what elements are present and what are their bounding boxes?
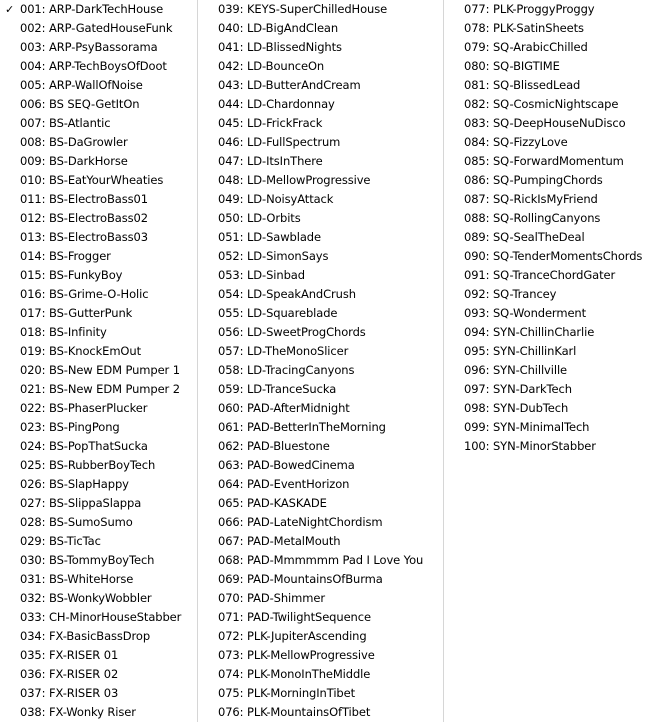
preset-menu-item[interactable]: [198, 342, 443, 361]
preset-menu-item[interactable]: [0, 532, 197, 551]
preset-column-3: [444, 0, 657, 722]
preset-menu-item-label: 016: BS-Grime-O-Holic: [20, 287, 149, 301]
preset-menu-item[interactable]: [444, 95, 657, 114]
preset-menu-item-label: 097: SYN-DarkTech: [464, 382, 572, 396]
preset-menu-item[interactable]: [0, 228, 197, 247]
preset-menu-item-label: 012: BS-ElectroBass02: [20, 211, 148, 225]
preset-menu-item[interactable]: [0, 608, 197, 627]
preset-menu-item[interactable]: [198, 361, 443, 380]
preset-menu-item-label: 091: SQ-TranceChordGater: [464, 268, 616, 282]
preset-menu-item[interactable]: [444, 76, 657, 95]
preset-menu-item-label: 009: BS-DarkHorse: [20, 154, 128, 168]
preset-menu-item-label: 073: PLK-MellowProgressive: [218, 648, 375, 662]
preset-menu-item-label: 030: BS-TommyBoyTech: [20, 553, 155, 567]
preset-menu-item-label: 095: SYN-ChillinKarl: [464, 344, 577, 358]
preset-menu-item[interactable]: [198, 570, 443, 589]
preset-menu-item-label: 056: LD-SweetProgChords: [218, 325, 366, 339]
preset-menu-item-label: 092: SQ-Trancey: [464, 287, 557, 301]
preset-menu-item-label: 099: SYN-MinimalTech: [464, 420, 590, 434]
preset-menu-item-label: 060: PAD-AfterMidnight: [218, 401, 350, 415]
preset-menu-item-label: 067: PAD-MetalMouth: [218, 534, 341, 548]
preset-menu-item[interactable]: [0, 19, 197, 38]
preset-menu-item-label: 076: PLK-MountainsOfTibet: [218, 705, 371, 719]
preset-menu-item-label: 045: LD-FrickFrack: [218, 116, 323, 130]
preset-menu-item[interactable]: [0, 684, 197, 703]
preset-menu-item[interactable]: [198, 171, 443, 190]
preset-menu-item[interactable]: [198, 380, 443, 399]
preset-menu-item[interactable]: [198, 665, 443, 684]
preset-menu-item[interactable]: [0, 494, 197, 513]
preset-menu-item[interactable]: [0, 0, 197, 19]
preset-menu-item-label: 039: KEYS-SuperChilledHouse: [218, 2, 388, 16]
preset-menu-item-label: 032: BS-WonkyWobbler: [20, 591, 152, 605]
preset-menu-item[interactable]: [0, 285, 197, 304]
preset-menu-item-label: 051: LD-Sawblade: [218, 230, 321, 244]
preset-menu-item[interactable]: [198, 703, 443, 722]
preset-menu-item[interactable]: [444, 133, 657, 152]
preset-menu-item-label: 085: SQ-ForwardMomentum: [464, 154, 624, 168]
preset-menu-item[interactable]: [444, 152, 657, 171]
preset-menu-item[interactable]: [198, 152, 443, 171]
preset-menu-item-label: 020: BS-New EDM Pumper 1: [20, 363, 180, 377]
preset-menu-item[interactable]: [0, 703, 197, 722]
preset-menu-item[interactable]: [444, 323, 657, 342]
preset-menu-item[interactable]: [0, 342, 197, 361]
preset-menu-item-label: 028: BS-SumoSumo: [20, 515, 133, 529]
preset-menu-item-label: 088: SQ-RollingCanyons: [464, 211, 601, 225]
preset-menu-item-label: 044: LD-Chardonnay: [218, 97, 335, 111]
preset-menu-item[interactable]: [198, 247, 443, 266]
preset-menu-item[interactable]: [444, 361, 657, 380]
preset-menu-item[interactable]: [198, 608, 443, 627]
preset-menu-item-label: 011: BS-ElectroBass01: [20, 192, 148, 206]
preset-menu-item[interactable]: [198, 0, 443, 19]
preset-menu-item[interactable]: [0, 399, 197, 418]
preset-menu-item[interactable]: [0, 209, 197, 228]
preset-menu-item-label: 002: ARP-GatedHouseFunk: [20, 21, 173, 35]
preset-menu-item[interactable]: [0, 57, 197, 76]
preset-menu-item[interactable]: [0, 361, 197, 380]
preset-menu-item[interactable]: [0, 266, 197, 285]
preset-menu-item-label: 057: LD-TheMonoSlicer: [218, 344, 349, 358]
preset-menu-item-label: 077: PLK-ProggyProggy: [464, 2, 595, 16]
preset-menu-item-label: 040: LD-BigAndClean: [218, 21, 339, 35]
preset-menu-item-label: 034: FX-BasicBassDrop: [20, 629, 151, 643]
preset-menu-item[interactable]: [444, 380, 657, 399]
preset-menu-item-label: 043: LD-ButterAndCream: [218, 78, 361, 92]
preset-menu-item[interactable]: [444, 57, 657, 76]
preset-menu-item[interactable]: [0, 570, 197, 589]
preset-menu-item[interactable]: [198, 228, 443, 247]
preset-menu-item-label: 053: LD-Sinbad: [218, 268, 305, 282]
preset-menu-item-label: 022: BS-PhaserPlucker: [20, 401, 148, 415]
preset-menu-item[interactable]: [0, 646, 197, 665]
preset-menu-item-label: 036: FX-RISER 02: [20, 667, 119, 681]
preset-column-1: [0, 0, 198, 722]
preset-menu-item[interactable]: [198, 304, 443, 323]
preset-menu-item-label: 059: LD-TranceSucka: [218, 382, 337, 396]
preset-menu-item[interactable]: [444, 38, 657, 57]
preset-menu-item-label: 008: BS-DaGrowler: [20, 135, 128, 149]
preset-menu-item[interactable]: [0, 475, 197, 494]
preset-menu-item-label: 066: PAD-LateNightChordism: [218, 515, 383, 529]
preset-menu-item[interactable]: [198, 399, 443, 418]
preset-menu-item-label: 014: BS-Frogger: [20, 249, 111, 263]
preset-menu-item-label: 026: BS-SlapHappy: [20, 477, 129, 491]
preset-menu-item[interactable]: [198, 494, 443, 513]
preset-menu-item[interactable]: [444, 190, 657, 209]
preset-menu-item-label: 069: PAD-MountainsOfBurma: [218, 572, 383, 586]
preset-menu-item[interactable]: [198, 266, 443, 285]
preset-menu-item-label: 094: SYN-ChillinCharlie: [464, 325, 595, 339]
preset-menu-item[interactable]: [198, 323, 443, 342]
preset-menu-item[interactable]: [0, 380, 197, 399]
preset-menu-item-label: 063: PAD-BowedCinema: [218, 458, 355, 472]
preset-menu-item-label: 081: SQ-BlissedLead: [464, 78, 581, 92]
preset-menu-item[interactable]: [0, 76, 197, 95]
preset-menu-item[interactable]: [0, 95, 197, 114]
preset-menu-item[interactable]: [198, 95, 443, 114]
preset-menu-item-label: 046: LD-FullSpectrum: [218, 135, 341, 149]
preset-menu-item[interactable]: [198, 209, 443, 228]
preset-menu-item-label: 061: PAD-BetterInTheMorning: [218, 420, 386, 434]
preset-menu-item[interactable]: [444, 171, 657, 190]
preset-menu-item-label: 068: PAD-Mmmmmm Pad I Love You: [218, 553, 424, 567]
preset-menu-item-label: 024: BS-PopThatSucka: [20, 439, 148, 453]
preset-menu-item[interactable]: [444, 247, 657, 266]
preset-menu-item[interactable]: [198, 19, 443, 38]
checkmark-icon: ✓: [5, 3, 15, 16]
preset-menu-item[interactable]: [444, 209, 657, 228]
preset-menu-item[interactable]: [198, 684, 443, 703]
preset-menu-item-label: 083: SQ-DeepHouseNuDisco: [464, 116, 626, 130]
preset-menu-item-label: 041: LD-BlissedNights: [218, 40, 342, 54]
preset-menu-item-label: 038: FX-Wonky Riser: [20, 705, 136, 719]
preset-menu-item-label: 031: BS-WhiteHorse: [20, 572, 134, 586]
preset-menu-item[interactable]: [0, 437, 197, 456]
preset-menu-item-label: 089: SQ-SealTheDeal: [464, 230, 585, 244]
preset-menu-item[interactable]: [444, 437, 657, 456]
preset-menu-item[interactable]: [444, 19, 657, 38]
preset-menu-item-label: 071: PAD-TwilightSequence: [218, 610, 371, 624]
preset-menu-item-label: 006: BS SEQ-GetItOn: [20, 97, 140, 111]
preset-menu-item-label: 015: BS-FunkyBoy: [20, 268, 123, 282]
preset-menu-item-label: 017: BS-GutterPunk: [20, 306, 133, 320]
preset-menu-item[interactable]: [0, 418, 197, 437]
preset-menu-item-label: 013: BS-ElectroBass03: [20, 230, 148, 244]
preset-menu-item[interactable]: [198, 285, 443, 304]
preset-menu-item[interactable]: [198, 646, 443, 665]
preset-menu-item-label: 023: BS-PingPong: [20, 420, 120, 434]
preset-menu-item-label: 086: SQ-PumpingChords: [464, 173, 603, 187]
preset-menu-item[interactable]: [444, 342, 657, 361]
preset-menu-item[interactable]: [444, 114, 657, 133]
preset-menu-item[interactable]: [444, 399, 657, 418]
preset-menu-item-label: 100: SYN-MinorStabber: [464, 439, 596, 453]
preset-menu-item[interactable]: [198, 437, 443, 456]
preset-menu-item[interactable]: [0, 133, 197, 152]
preset-menu-item-label: 072: PLK-JupiterAscending: [218, 629, 367, 643]
preset-menu-item-label: 058: LD-TracingCanyons: [218, 363, 355, 377]
preset-menu-item[interactable]: [0, 304, 197, 323]
preset-menu-item-label: 033: CH-MinorHouseStabber: [20, 610, 182, 624]
preset-menu-item[interactable]: [198, 190, 443, 209]
preset-menu-item[interactable]: [198, 114, 443, 133]
preset-menu-item-label: 087: SQ-RickIsMyFriend: [464, 192, 598, 206]
preset-menu-item-label: 075: PLK-MorningInTibet: [218, 686, 355, 700]
preset-menu-item-label: 005: ARP-WallOfNoise: [20, 78, 143, 92]
preset-menu-item-label: 062: PAD-Bluestone: [218, 439, 330, 453]
preset-menu-item-label: 047: LD-ItsInThere: [218, 154, 323, 168]
preset-menu-item-label: 003: ARP-PsyBassorama: [20, 40, 158, 54]
preset-menu-item[interactable]: [444, 418, 657, 437]
preset-menu-item-label: 090: SQ-TenderMomentsChords: [464, 249, 643, 263]
preset-menu-item-label: 004: ARP-TechBoysOfDoot: [20, 59, 167, 73]
preset-menu-item-label: 052: LD-SimonSays: [218, 249, 329, 263]
preset-menu-item[interactable]: [444, 285, 657, 304]
preset-menu-item-label: 074: PLK-MonoInTheMiddle: [218, 667, 371, 681]
preset-menu-item-label: 064: PAD-EventHorizon: [218, 477, 350, 491]
preset-menu-item[interactable]: [0, 665, 197, 684]
preset-menu-item-label: 055: LD-Squareblade: [218, 306, 338, 320]
preset-menu-item-label: 018: BS-Infinity: [20, 325, 107, 339]
preset-menu-item[interactable]: [444, 266, 657, 285]
preset-menu-item-label: 029: BS-TicTac: [20, 534, 101, 548]
preset-menu-item-label: 070: PAD-Shimmer: [218, 591, 325, 605]
preset-menu-item[interactable]: [0, 247, 197, 266]
preset-menu-item[interactable]: [0, 190, 197, 209]
preset-column-2: [198, 0, 444, 722]
preset-menu-item[interactable]: [0, 171, 197, 190]
preset-menu-item-label: 010: BS-EatYourWheaties: [20, 173, 164, 187]
preset-menu-item[interactable]: [198, 475, 443, 494]
preset-menu-item-label: 079: SQ-ArabicChilled: [464, 40, 588, 54]
preset-menu-item-label: 019: BS-KnockEmOut: [20, 344, 141, 358]
preset-menu-item[interactable]: [198, 38, 443, 57]
preset-menu-item-label: 042: LD-BounceOn: [218, 59, 325, 73]
preset-menu-item[interactable]: [198, 551, 443, 570]
preset-menu-item[interactable]: [0, 152, 197, 171]
preset-menu-item[interactable]: [0, 456, 197, 475]
preset-menu-item-label: 080: SQ-BIGTIME: [464, 59, 560, 73]
preset-menu-item[interactable]: [0, 323, 197, 342]
preset-menu-item[interactable]: [444, 0, 657, 19]
preset-menu-item-label: 093: SQ-Wonderment: [464, 306, 587, 320]
preset-menu-item[interactable]: [0, 551, 197, 570]
preset-menu-item[interactable]: [0, 38, 197, 57]
preset-menu-item[interactable]: [198, 418, 443, 437]
preset-menu-item-label: 035: FX-RISER 01: [20, 648, 119, 662]
preset-menu-item-label: 082: SQ-CosmicNightscape: [464, 97, 619, 111]
preset-menu-item[interactable]: [198, 133, 443, 152]
preset-menu-item-label: 027: BS-SlippaSlappa: [20, 496, 142, 510]
preset-menu-item-label: 021: BS-New EDM Pumper 2: [20, 382, 180, 396]
preset-menu-item-label: 078: PLK-SatinSheets: [464, 21, 584, 35]
preset-menu-item[interactable]: [444, 228, 657, 247]
preset-menu-item-label: 096: SYN-Chillville: [464, 363, 568, 377]
preset-menu-item-label: 098: SYN-DubTech: [464, 401, 569, 415]
preset-menu-item-label: 065: PAD-KASKADE: [218, 496, 327, 510]
preset-menu-item-label: 054: LD-SpeakAndCrush: [218, 287, 356, 301]
preset-menu-item-label: 007: BS-Atlantic: [20, 116, 111, 130]
preset-menu-item-label: 049: LD-NoisyAttack: [218, 192, 334, 206]
preset-menu-item-label: 084: SQ-FizzyLove: [464, 135, 568, 149]
preset-menu-item[interactable]: [198, 589, 443, 608]
preset-menu-item[interactable]: [198, 627, 443, 646]
preset-menu-item[interactable]: [198, 456, 443, 475]
preset-menu-item-label: 050: LD-Orbits: [218, 211, 301, 225]
preset-menu-item-label: 025: BS-RubberBoyTech: [20, 458, 156, 472]
preset-menu-item-label: 001: ARP-DarkTechHouse: [20, 2, 164, 16]
preset-menu-item[interactable]: [0, 627, 197, 646]
preset-menu-item[interactable]: [444, 304, 657, 323]
preset-menu-item[interactable]: [198, 513, 443, 532]
preset-menu-item[interactable]: [0, 513, 197, 532]
preset-menu-item[interactable]: [0, 589, 197, 608]
preset-menu-item[interactable]: [198, 76, 443, 95]
preset-menu-item-label: 037: FX-RISER 03: [20, 686, 119, 700]
preset-menu-item[interactable]: [198, 532, 443, 551]
preset-menu-item[interactable]: [0, 114, 197, 133]
preset-menu-item-label: 048: LD-MellowProgressive: [218, 173, 371, 187]
preset-menu-item[interactable]: [198, 57, 443, 76]
